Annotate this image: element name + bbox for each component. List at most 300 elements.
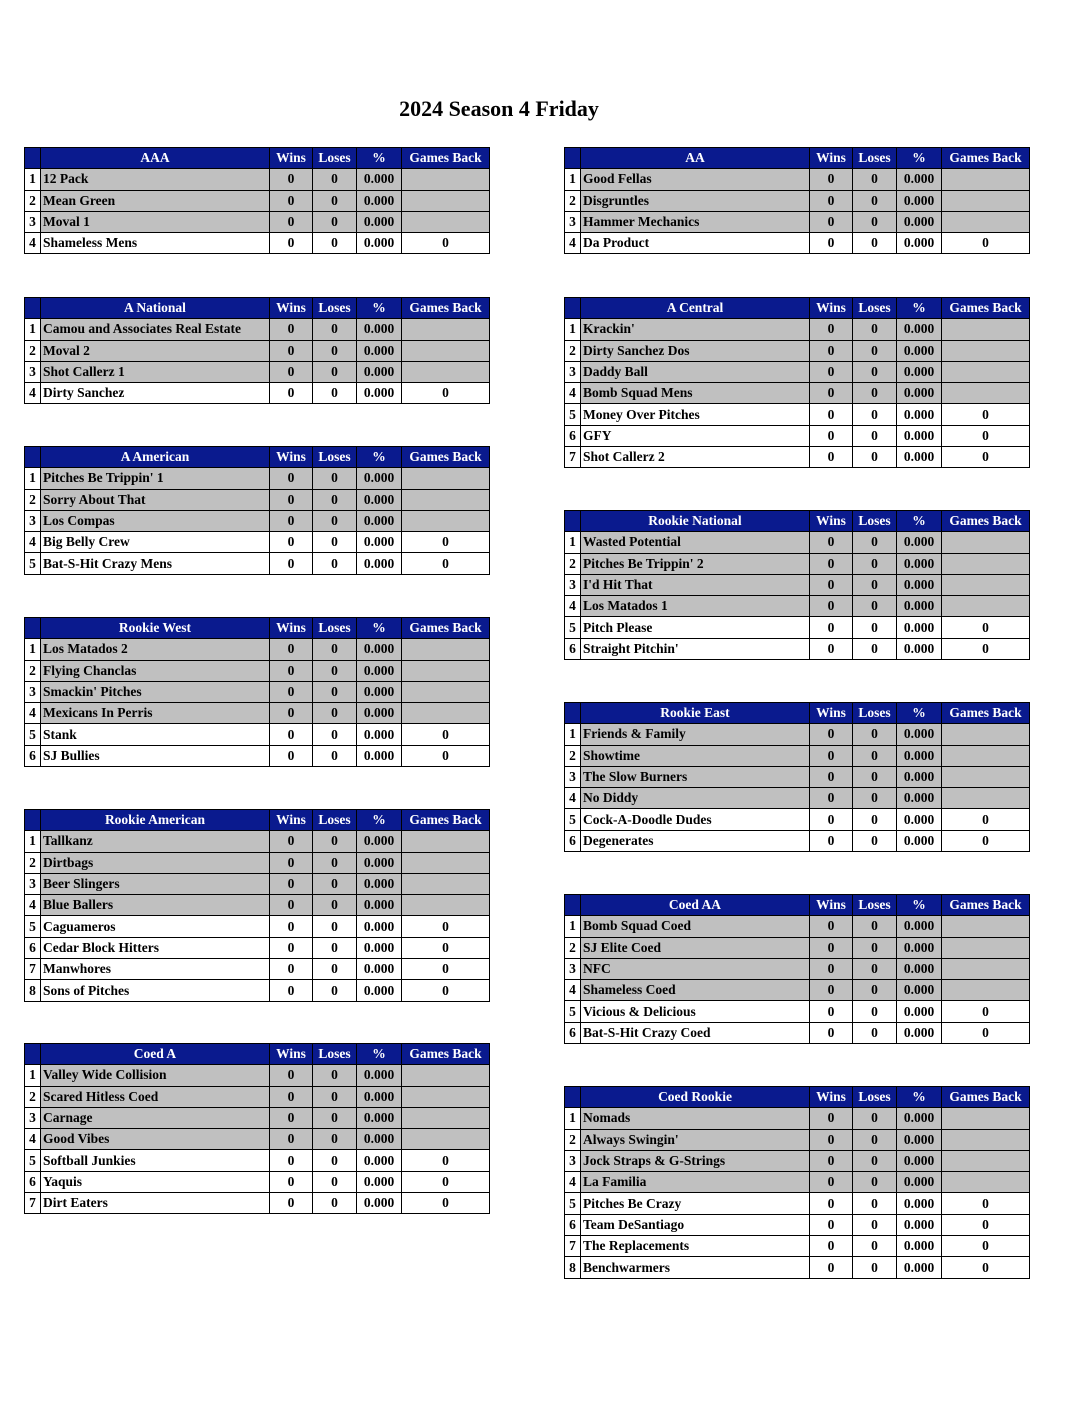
wins-cell: 0 <box>810 1108 853 1129</box>
games-back-cell: 0 <box>942 404 1030 425</box>
games-back-header: Games Back <box>402 618 490 639</box>
table-row <box>25 873 490 894</box>
pct-cell: 0.000 <box>897 1214 942 1235</box>
wins-cell: 0 <box>810 1214 853 1235</box>
games-back-cell <box>942 532 1030 553</box>
team-name-cell: Pitches Be Trippin' 2 <box>581 553 810 574</box>
games-back-cell: 0 <box>942 1022 1030 1043</box>
standings-table-coed-aa <box>564 894 1030 1044</box>
table-row <box>565 574 1030 595</box>
pct-cell: 0.000 <box>357 1129 402 1150</box>
pct-cell: 0.000 <box>897 766 942 787</box>
table-row <box>565 1001 1030 1022</box>
team-name-cell: No Diddy <box>581 788 810 809</box>
wins-cell: 0 <box>810 447 853 468</box>
pct-header: % <box>357 298 402 319</box>
pct-cell: 0.000 <box>897 383 942 404</box>
wins-header: Wins <box>270 618 313 639</box>
table-row <box>25 1150 490 1171</box>
wins-cell: 0 <box>810 638 853 659</box>
games-back-cell <box>402 361 490 382</box>
team-name-cell: Blue Ballers <box>41 895 270 916</box>
team-name-cell: Dirtbags <box>41 852 270 873</box>
rank-cell: 8 <box>565 1257 581 1278</box>
rank-cell: 7 <box>25 959 41 980</box>
wins-cell: 0 <box>270 703 313 724</box>
games-back-cell <box>942 916 1030 937</box>
table-row <box>25 703 490 724</box>
loses-cell: 0 <box>853 190 897 211</box>
table-row <box>565 404 1030 425</box>
loses-cell: 0 <box>313 724 357 745</box>
table-row <box>565 190 1030 211</box>
loses-header: Loses <box>313 618 357 639</box>
loses-header: Loses <box>853 148 897 169</box>
games-back-cell <box>942 574 1030 595</box>
rank-header <box>565 895 581 916</box>
games-back-cell: 0 <box>942 638 1030 659</box>
rank-cell: 1 <box>25 831 41 852</box>
division-name: A Central <box>581 298 810 319</box>
games-back-header: Games Back <box>942 511 1030 532</box>
loses-cell: 0 <box>853 319 897 340</box>
table-row <box>565 211 1030 232</box>
table-row <box>25 660 490 681</box>
team-name-cell: Friends & Family <box>581 724 810 745</box>
wins-header: Wins <box>270 298 313 319</box>
rank-cell: 2 <box>565 745 581 766</box>
pct-cell: 0.000 <box>897 574 942 595</box>
wins-cell: 0 <box>270 1150 313 1171</box>
rank-cell: 5 <box>565 1193 581 1214</box>
table-row <box>565 1172 1030 1193</box>
games-back-header: Games Back <box>942 298 1030 319</box>
table-row <box>25 895 490 916</box>
games-back-cell <box>402 190 490 211</box>
rank-cell: 5 <box>25 916 41 937</box>
team-name-cell: Yaquis <box>41 1171 270 1192</box>
table-row <box>25 169 490 190</box>
table-row <box>565 638 1030 659</box>
rank-header <box>25 1044 41 1065</box>
loses-cell: 0 <box>313 660 357 681</box>
team-name-cell: Showtime <box>581 745 810 766</box>
table-row <box>25 211 490 232</box>
wins-cell: 0 <box>810 809 853 830</box>
games-back-cell <box>402 510 490 531</box>
team-name-cell: Manwhores <box>41 959 270 980</box>
team-name-cell: Big Belly Crew <box>41 532 270 553</box>
team-name-cell: NFC <box>581 958 810 979</box>
games-back-header: Games Back <box>942 148 1030 169</box>
standings-table-a-central <box>564 297 1030 468</box>
loses-cell: 0 <box>853 553 897 574</box>
loses-cell: 0 <box>313 1193 357 1214</box>
team-name-cell: Scared Hitless Coed <box>41 1086 270 1107</box>
games-back-cell: 0 <box>402 745 490 766</box>
table-row <box>25 489 490 510</box>
rank-cell: 4 <box>25 703 41 724</box>
team-name-cell: SJ Elite Coed <box>581 937 810 958</box>
standings-table-coed-rookie <box>564 1086 1030 1279</box>
team-name-cell: SJ Bullies <box>41 745 270 766</box>
games-back-cell <box>402 639 490 660</box>
loses-cell: 0 <box>313 980 357 1001</box>
games-back-cell <box>402 831 490 852</box>
team-name-cell: Daddy Ball <box>581 361 810 382</box>
loses-cell: 0 <box>853 617 897 638</box>
loses-cell: 0 <box>313 873 357 894</box>
team-name-cell: The Slow Burners <box>581 766 810 787</box>
loses-cell: 0 <box>313 1107 357 1128</box>
wins-cell: 0 <box>810 596 853 617</box>
rank-cell: 6 <box>565 638 581 659</box>
wins-cell: 0 <box>810 211 853 232</box>
table-row <box>565 958 1030 979</box>
pct-header: % <box>357 810 402 831</box>
rank-cell: 7 <box>565 1236 581 1257</box>
loses-cell: 0 <box>853 169 897 190</box>
loses-cell: 0 <box>853 980 897 1001</box>
rank-cell: 6 <box>565 425 581 446</box>
pct-cell: 0.000 <box>357 340 402 361</box>
wins-cell: 0 <box>270 383 313 404</box>
standings-table-a-national <box>24 297 490 404</box>
standings-table-aaa <box>24 147 490 254</box>
pct-cell: 0.000 <box>897 809 942 830</box>
rank-cell: 2 <box>25 190 41 211</box>
team-name-cell: Cedar Block Hitters <box>41 937 270 958</box>
team-name-cell: Beer Slingers <box>41 873 270 894</box>
rank-cell: 5 <box>565 809 581 830</box>
pct-cell: 0.000 <box>897 980 942 1001</box>
table-row <box>25 852 490 873</box>
games-back-cell: 0 <box>402 532 490 553</box>
wins-cell: 0 <box>810 574 853 595</box>
team-name-cell: Team DeSantiago <box>581 1214 810 1235</box>
pct-cell: 0.000 <box>897 1001 942 1022</box>
header-row <box>25 148 490 169</box>
loses-cell: 0 <box>313 959 357 980</box>
pct-cell: 0.000 <box>897 596 942 617</box>
loses-cell: 0 <box>313 211 357 232</box>
games-back-cell <box>942 958 1030 979</box>
games-back-cell <box>942 788 1030 809</box>
team-name-cell: Bat-S-Hit Crazy Coed <box>581 1022 810 1043</box>
games-back-cell: 0 <box>942 830 1030 851</box>
games-back-cell: 0 <box>402 1150 490 1171</box>
wins-cell: 0 <box>810 916 853 937</box>
wins-cell: 0 <box>270 361 313 382</box>
team-name-cell: Krackin' <box>581 319 810 340</box>
table-row <box>565 937 1030 958</box>
games-back-cell: 0 <box>402 233 490 254</box>
team-name-cell: Nomads <box>581 1108 810 1129</box>
team-name-cell: Tallkanz <box>41 831 270 852</box>
rank-cell: 2 <box>25 340 41 361</box>
team-name-cell: Moval 1 <box>41 211 270 232</box>
team-name-cell: Cock-A-Doodle Dudes <box>581 809 810 830</box>
pct-cell: 0.000 <box>897 638 942 659</box>
wins-cell: 0 <box>810 340 853 361</box>
team-name-cell: Money Over Pitches <box>581 404 810 425</box>
team-name-cell: Pitches Be Crazy <box>581 1193 810 1214</box>
games-back-cell <box>402 852 490 873</box>
pct-header: % <box>897 703 942 724</box>
games-back-cell <box>942 553 1030 574</box>
rank-cell: 4 <box>565 383 581 404</box>
table-row <box>25 1065 490 1086</box>
standings-table-coed-a <box>24 1043 490 1214</box>
pct-cell: 0.000 <box>357 681 402 702</box>
loses-cell: 0 <box>853 766 897 787</box>
rank-cell: 1 <box>565 169 581 190</box>
standings-table-rookie-national <box>564 510 1030 660</box>
games-back-header: Games Back <box>942 703 1030 724</box>
standings-table-a-american <box>24 446 490 575</box>
division-name: A National <box>41 298 270 319</box>
pct-cell: 0.000 <box>357 895 402 916</box>
header-row <box>25 1044 490 1065</box>
rank-cell: 8 <box>25 980 41 1001</box>
team-name-cell: Good Vibes <box>41 1129 270 1150</box>
rank-header <box>565 148 581 169</box>
wins-cell: 0 <box>810 233 853 254</box>
games-back-cell: 0 <box>402 553 490 574</box>
team-name-cell: Mean Green <box>41 190 270 211</box>
table-row <box>565 980 1030 1001</box>
rank-header <box>565 703 581 724</box>
pct-cell: 0.000 <box>357 510 402 531</box>
games-back-header: Games Back <box>402 447 490 468</box>
games-back-cell <box>942 319 1030 340</box>
table-row <box>565 340 1030 361</box>
pct-cell: 0.000 <box>897 724 942 745</box>
loses-cell: 0 <box>313 937 357 958</box>
rank-header <box>25 447 41 468</box>
table-row <box>25 1171 490 1192</box>
rank-cell: 6 <box>25 1171 41 1192</box>
pct-cell: 0.000 <box>897 958 942 979</box>
pct-cell: 0.000 <box>357 532 402 553</box>
page-title: 2024 Season 4 Friday <box>399 96 599 121</box>
table-row <box>565 1108 1030 1129</box>
pct-cell: 0.000 <box>357 1065 402 1086</box>
wins-cell: 0 <box>270 553 313 574</box>
wins-cell: 0 <box>270 681 313 702</box>
pct-cell: 0.000 <box>897 404 942 425</box>
table-row <box>565 596 1030 617</box>
wins-cell: 0 <box>810 319 853 340</box>
team-name-cell: Sons of Pitches <box>41 980 270 1001</box>
pct-header: % <box>897 148 942 169</box>
rank-cell: 1 <box>565 1108 581 1129</box>
team-name-cell: Pitch Please <box>581 617 810 638</box>
pct-cell: 0.000 <box>897 745 942 766</box>
games-back-cell <box>942 340 1030 361</box>
wins-header: Wins <box>270 810 313 831</box>
games-back-cell <box>942 1129 1030 1150</box>
loses-cell: 0 <box>853 1129 897 1150</box>
pct-cell: 0.000 <box>897 361 942 382</box>
team-name-cell: Los Matados 2 <box>41 639 270 660</box>
division-name: Rookie National <box>581 511 810 532</box>
header-row <box>565 148 1030 169</box>
pct-cell: 0.000 <box>357 703 402 724</box>
pct-header: % <box>897 1087 942 1108</box>
games-back-header: Games Back <box>942 1087 1030 1108</box>
loses-cell: 0 <box>313 745 357 766</box>
loses-cell: 0 <box>313 532 357 553</box>
wins-cell: 0 <box>270 233 313 254</box>
wins-cell: 0 <box>810 425 853 446</box>
division-name: Rookie American <box>41 810 270 831</box>
loses-cell: 0 <box>853 1150 897 1171</box>
games-back-cell <box>402 489 490 510</box>
rank-cell: 4 <box>25 233 41 254</box>
team-name-cell: Smackin' Pitches <box>41 681 270 702</box>
table-row <box>25 190 490 211</box>
pct-cell: 0.000 <box>897 1257 942 1278</box>
rank-header <box>565 298 581 319</box>
team-name-cell: Sorry About That <box>41 489 270 510</box>
table-row <box>25 980 490 1001</box>
team-name-cell: Shot Callerz 2 <box>581 447 810 468</box>
loses-cell: 0 <box>853 596 897 617</box>
games-back-cell: 0 <box>402 383 490 404</box>
games-back-cell <box>402 1065 490 1086</box>
wins-cell: 0 <box>270 745 313 766</box>
team-name-cell: Valley Wide Collision <box>41 1065 270 1086</box>
loses-cell: 0 <box>313 489 357 510</box>
division-name: Rookie East <box>581 703 810 724</box>
wins-cell: 0 <box>270 980 313 1001</box>
pct-cell: 0.000 <box>357 937 402 958</box>
loses-header: Loses <box>853 1087 897 1108</box>
pct-cell: 0.000 <box>897 1150 942 1171</box>
loses-cell: 0 <box>853 1108 897 1129</box>
rank-cell: 4 <box>25 895 41 916</box>
rank-cell: 5 <box>565 1001 581 1022</box>
games-back-cell <box>942 383 1030 404</box>
loses-cell: 0 <box>313 895 357 916</box>
rank-cell: 2 <box>25 660 41 681</box>
rank-header <box>565 1087 581 1108</box>
pct-cell: 0.000 <box>897 1022 942 1043</box>
team-name-cell: Dirty Sanchez Dos <box>581 340 810 361</box>
pct-cell: 0.000 <box>357 319 402 340</box>
loses-header: Loses <box>313 298 357 319</box>
games-back-header: Games Back <box>402 298 490 319</box>
rank-cell: 1 <box>25 639 41 660</box>
team-name-cell: GFY <box>581 425 810 446</box>
pct-cell: 0.000 <box>357 852 402 873</box>
table-row <box>25 383 490 404</box>
team-name-cell: Da Product <box>581 233 810 254</box>
games-back-header: Games Back <box>942 895 1030 916</box>
pct-cell: 0.000 <box>357 190 402 211</box>
team-name-cell: Los Matados 1 <box>581 596 810 617</box>
loses-cell: 0 <box>313 468 357 489</box>
games-back-header: Games Back <box>402 148 490 169</box>
table-row <box>565 1257 1030 1278</box>
loses-cell: 0 <box>853 574 897 595</box>
loses-cell: 0 <box>313 553 357 574</box>
rank-cell: 5 <box>25 724 41 745</box>
pct-cell: 0.000 <box>897 937 942 958</box>
rank-cell: 1 <box>25 319 41 340</box>
wins-cell: 0 <box>270 211 313 232</box>
rank-cell: 5 <box>565 617 581 638</box>
rank-cell: 4 <box>565 1172 581 1193</box>
wins-cell: 0 <box>270 340 313 361</box>
wins-cell: 0 <box>270 1107 313 1128</box>
loses-header: Loses <box>313 148 357 169</box>
division-name: Coed AA <box>581 895 810 916</box>
wins-cell: 0 <box>810 1129 853 1150</box>
games-back-cell <box>402 895 490 916</box>
rank-cell: 2 <box>565 1129 581 1150</box>
pct-header: % <box>897 511 942 532</box>
rank-cell: 4 <box>565 233 581 254</box>
loses-header: Loses <box>853 895 897 916</box>
pct-header: % <box>357 618 402 639</box>
wins-cell: 0 <box>810 383 853 404</box>
rank-cell: 3 <box>565 211 581 232</box>
team-name-cell: Flying Chanclas <box>41 660 270 681</box>
games-back-cell: 0 <box>942 233 1030 254</box>
table-row <box>25 553 490 574</box>
wins-header: Wins <box>810 895 853 916</box>
standings-table-rookie-east <box>564 702 1030 852</box>
pct-cell: 0.000 <box>357 1193 402 1214</box>
wins-cell: 0 <box>270 660 313 681</box>
games-back-cell <box>942 596 1030 617</box>
games-back-cell: 0 <box>402 1193 490 1214</box>
header-row <box>565 511 1030 532</box>
loses-cell: 0 <box>313 383 357 404</box>
loses-cell: 0 <box>853 1022 897 1043</box>
table-row <box>25 340 490 361</box>
wins-cell: 0 <box>810 788 853 809</box>
wins-cell: 0 <box>810 1236 853 1257</box>
loses-cell: 0 <box>313 831 357 852</box>
games-back-cell: 0 <box>402 724 490 745</box>
table-row <box>565 724 1030 745</box>
loses-cell: 0 <box>853 1172 897 1193</box>
wins-header: Wins <box>810 148 853 169</box>
pct-cell: 0.000 <box>897 211 942 232</box>
pct-cell: 0.000 <box>357 639 402 660</box>
wins-header: Wins <box>270 1044 313 1065</box>
loses-cell: 0 <box>853 937 897 958</box>
games-back-cell: 0 <box>402 916 490 937</box>
pct-cell: 0.000 <box>897 425 942 446</box>
table-row <box>565 1236 1030 1257</box>
wins-cell: 0 <box>270 1086 313 1107</box>
team-name-cell: Wasted Potential <box>581 532 810 553</box>
division-name: Coed Rookie <box>581 1087 810 1108</box>
loses-cell: 0 <box>313 1065 357 1086</box>
standings-table-rookie-american <box>24 809 490 1002</box>
rank-cell: 2 <box>565 340 581 361</box>
table-row <box>25 468 490 489</box>
table-row <box>565 830 1030 851</box>
table-row <box>565 766 1030 787</box>
rank-cell: 2 <box>565 937 581 958</box>
pct-cell: 0.000 <box>897 830 942 851</box>
pct-cell: 0.000 <box>897 788 942 809</box>
